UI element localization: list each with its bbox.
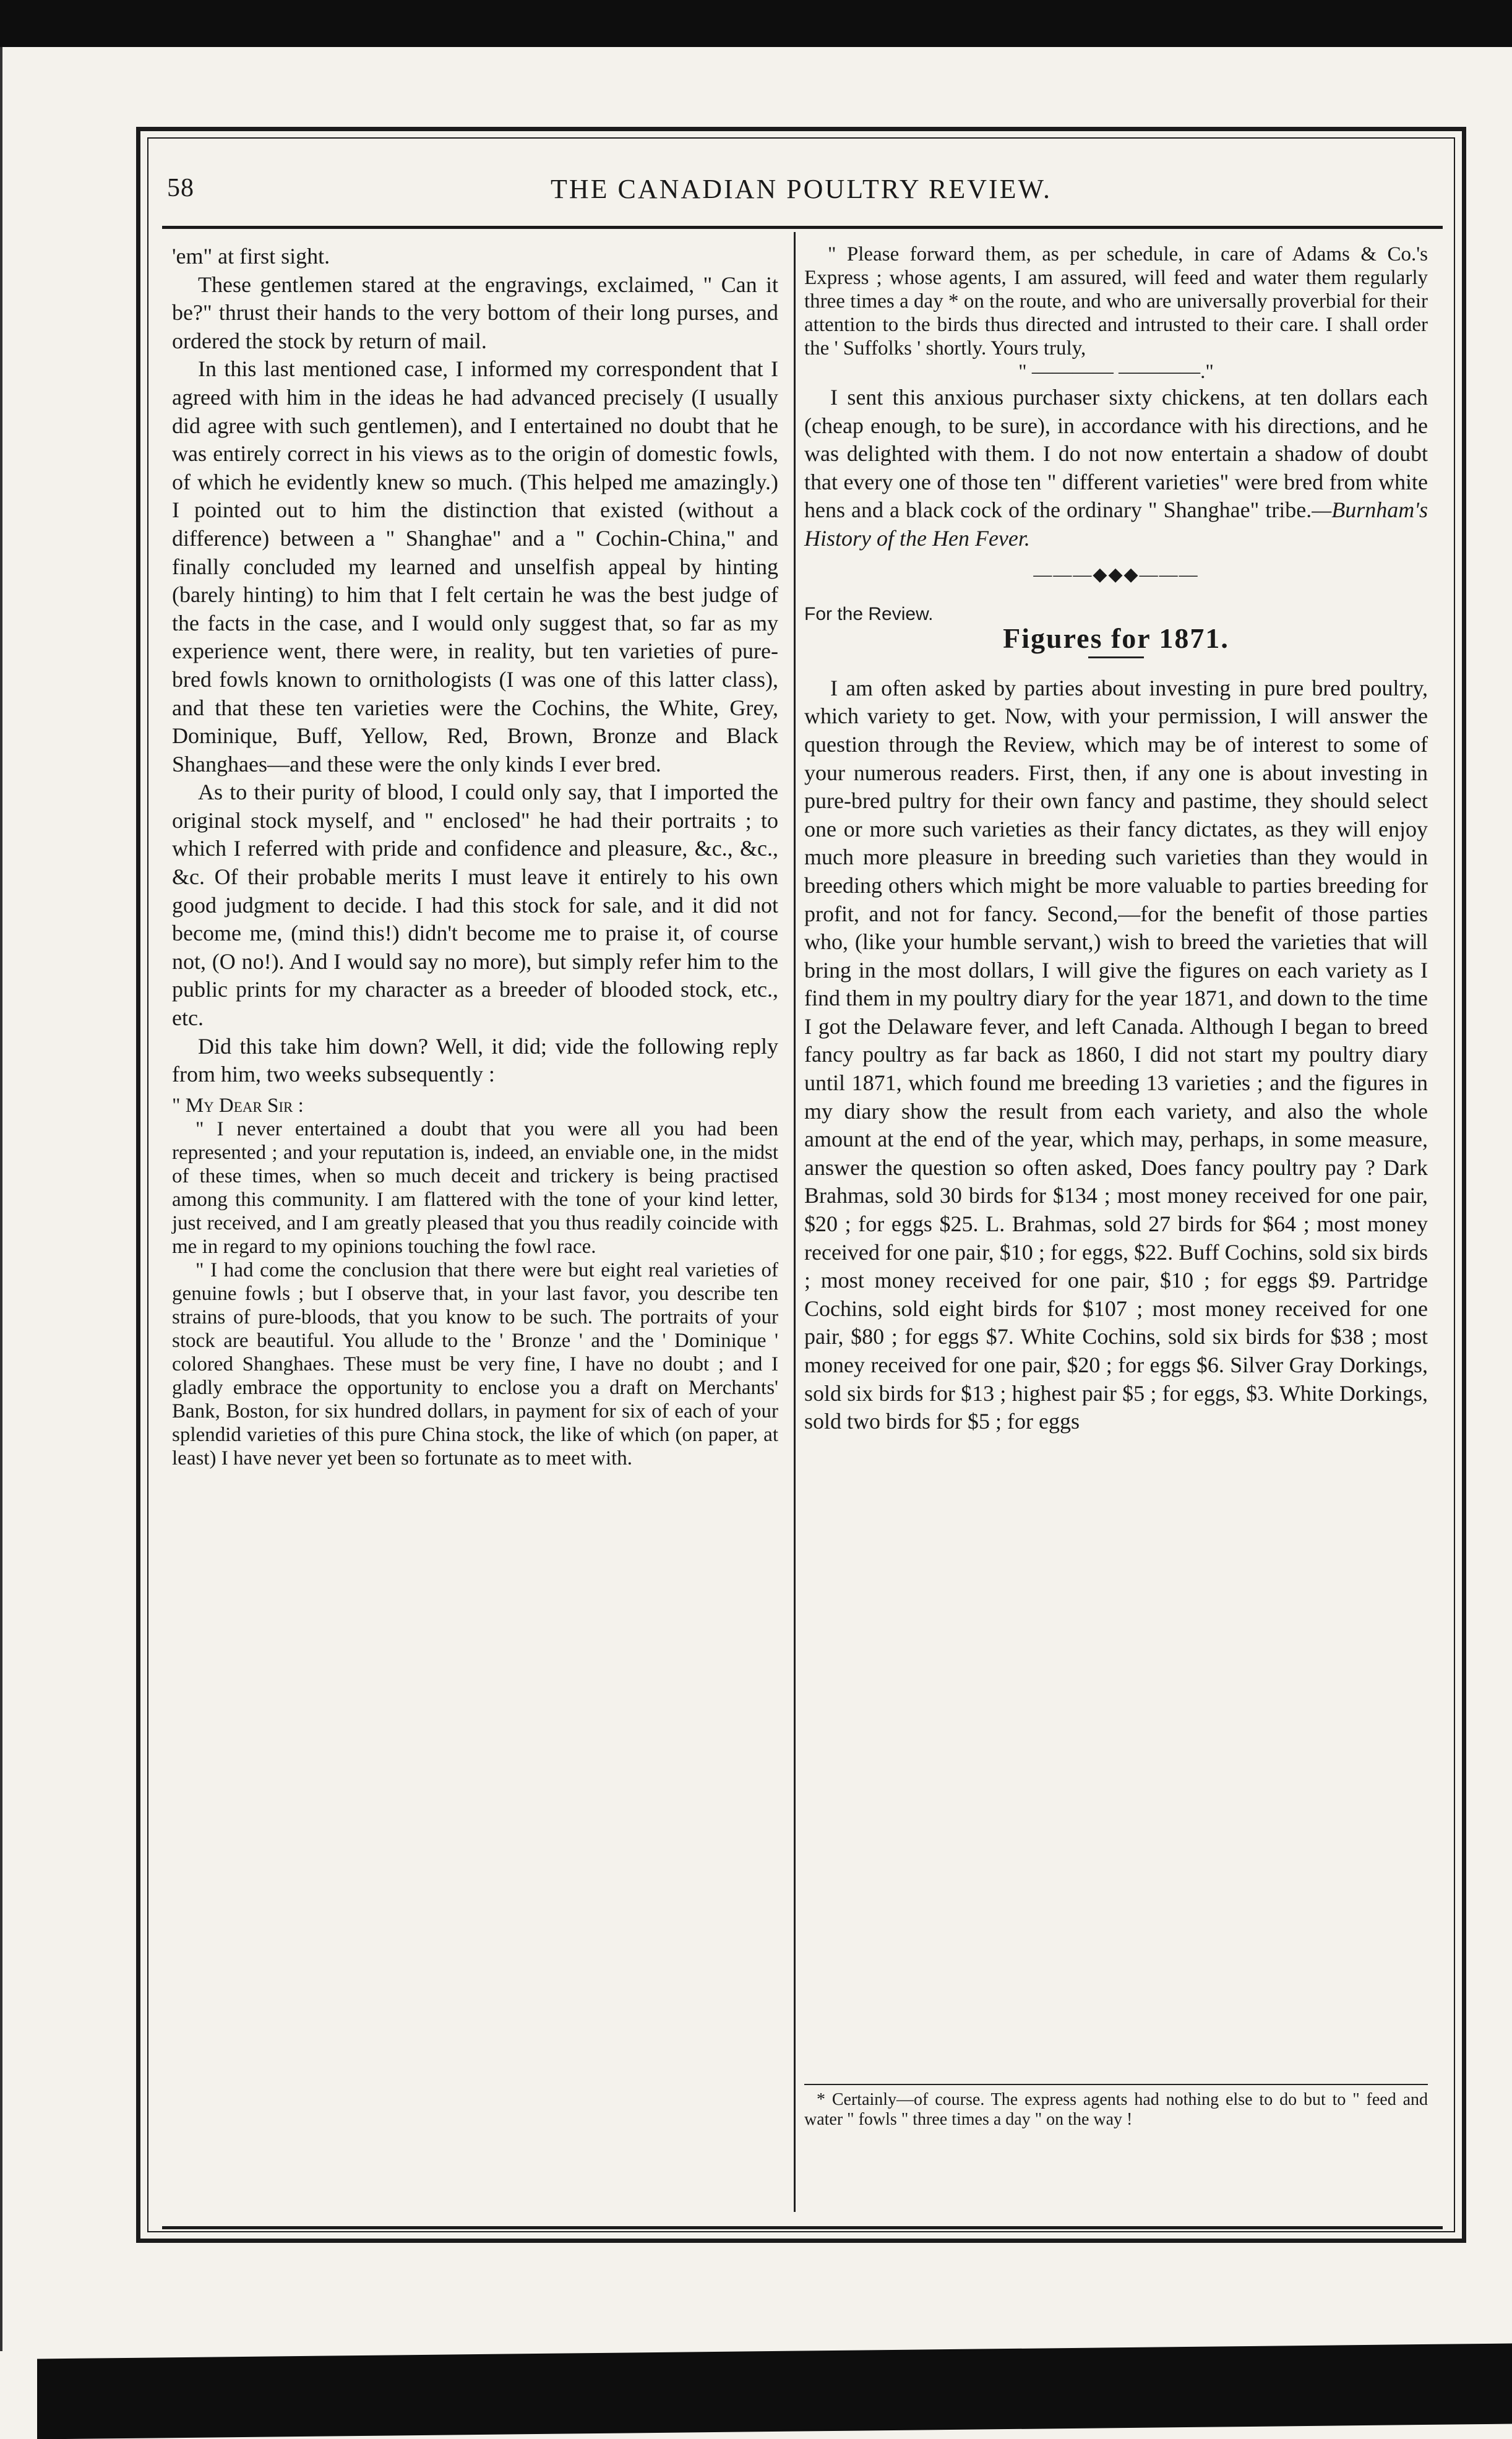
source-attribution: —Burnham's History of the Hen Fever.: [804, 497, 1428, 551]
paragraph: Did this take him down? Well, it did; vide the following reply from him, two weeks subsequently :: [172, 1033, 778, 1087]
column-divider: [794, 232, 796, 2212]
paragraph: [804, 384, 1428, 553]
letter-paragraph: " Please forward them, as per schedule, in care of Adams & Co.'s Express ; whose agents, I am assured, will feed and water them regularly three times a day * on the route, and who are universally proverbial for their attention to the birds thus directed and intrusted to their care. I shall order the ' Suffolks ' shortly. Yours truly,: [804, 243, 1428, 359]
footnote-text: * Certainly—of course. The express agents had nothing else to do but to " feed and water " fowls " three times a day " on the way !: [804, 2090, 1428, 2129]
letter-paragraph: " I had come the conclusion that there were but eight real varieties of genuine fowls ; but I observe that, in your last favor, you describe ten strains of pure-bloods, that you know to be such. The portraits of your stock are beautiful. You allude to the ' Bronze ' and the ' Dominique ' colored Shanghaes. These must be very fine, I have no doubt ; and I gladly embrace the opportunity to enclose you a draft on Merchants' Bank, Boston, for six hundred dollars, in payment for six of each of your splendid varieties of this pure China stock, the like of which (on paper, at least) I have never yet been so fortunate as to meet with.: [172, 1258, 778, 1469]
section-ornament: ———◆◆◆———: [1033, 564, 1199, 585]
quoted-letter: [172, 1094, 778, 1470]
footnote-rule: [804, 2084, 1428, 2085]
page-number: 58: [167, 174, 194, 202]
scan-left-edge: [0, 47, 9, 2351]
scan-border-bottom: [37, 2344, 1512, 2439]
right-column: [804, 243, 1428, 1436]
paragraph: 'em" at first sight.: [172, 244, 330, 269]
page-header: [167, 173, 1435, 217]
quoted-letter-continued: [804, 243, 1428, 384]
letter-salutation: " My Dear Sir :: [172, 1094, 304, 1117]
paragraph-text: I sent this anxious purchaser sixty chickens, at ten dollars each (cheap enough, to be sure), in accordance with his directions, and he was delighted with them. I do not now entertain a shadow of doubt that every one of those ten " different varieties" were bred from white hens and a black cock of the ordinary " Shanghae" tribe.: [804, 385, 1428, 523]
left-column: [172, 243, 778, 1470]
running-head: THE CANADIAN POULTRY REVIEW.: [551, 174, 1052, 204]
paragraph: I am often asked by parties about investing in pure bred poultry, which variety to get. Now, with your permission, I will answer the question through the Review, which may be of interest to some of your numerous readers. First, then, if any one is about investing in pure-bred pultry for their own fancy and pastime, they should select one or more such varieties as their fancy dictates, as they will enjoy much more pleasure in breeding such varieties than they would in breeding others which might be more valuable to parties breeding for profit, and not for fancy. Second,—for the benefit of those parties who, (like your humble servant,) wish to breed the varieties that will bring in the most dollars, I will give the figures on each variety as I find them in my poultry diary for the year 1871, and down to the time I got the Delaware fever, and left Canada. Although I began to breed fancy poultry as far back as 1860, I did not start my poultry diary until 1871, which found me breeding 13 varieties ; and the figures in my diary show the result from each variety, and also the whole amount at the end of the year, which may, perhaps, in some measure, answer the question so often asked, Does fancy poultry pay ? Dark Brahmas, sold 30 birds for $134 ; most money received for one pair, $20 ; for eggs $25. L. Brahmas, sold 27 birds for $64 ; most money received for one pair, $10 ; for eggs, $22. Buff Cochins, sold six birds ; most money received for one pair, $10 ; for eggs $9. Partridge Cochins, sold eight birds for $107 ; most money received for one pair, $80 ; for eggs $7. White Cochins, sold six birds for $38 ; most money received for one pair, $20 ; for eggs $6. Silver Gray Dorkings, sold six birds for $13 ; highest pair $5 ; for eggs, $3. White Dorkings, sold two birds for $5 ; for eggs: [804, 675, 1428, 1434]
paragraph: These gentlemen stared at the engravings, exclaimed, " Can it be?" thrust their hands to the very bottom of their long purses, and ordered the stock by return of mail.: [172, 272, 778, 353]
footnote: [804, 2090, 1428, 2130]
paragraph: As to their purity of blood, I could only say, that I imported the original stock myself, and " enclosed" he had their portraits ; to which I referred with pride and confidence and pleasure, &c., &c., &c. Of their probable merits I must leave it entirely to his own good judgment to decide. I had this stock for sale, and it did not become me, (mind this!) didn't become me to praise it, of course not, (O no!). And I would say no more), but simply refer him to the public prints for my character as a breeder of blooded stock, etc., etc.: [172, 780, 778, 1031]
letter-paragraph: " I never entertained a doubt that you were all you had been represented ; and your reputation is, indeed, an enviable one, in the midst of these times, when so much deceit and trickery is being practised among this community. I am flattered with the tone of your kind letter, just received, and I am greatly pleased that you thus readily coincide with me in regard to my opinions touching the fowl race.: [172, 1117, 778, 1258]
scan-border-top: [0, 0, 1512, 47]
article-kicker: For the Review.: [804, 603, 934, 624]
paragraph: In this last mentioned case, I informed my correspondent that I agreed with him in the ideas he had advanced precisely (I usually did agree with such gentlemen), and I entertained no doubt that he was entirely correct in his views as to the origin of domestic fowls, of which he evidently knew so much. (This helped me amazingly.) I pointed out to him the distinction that existed (without a difference) between a " Shanghae" and a " Cochin-China," and finally concluded my learned and unselfish appeal by hinting (barely hinting) to him that I felt certain he was the best judge of the facts in the case, and I would only suggest that, so far as my experience went, there were, in reality, but ten varieties of pure-bred fowls known to ornithologists (I was one of this latter class), and that these ten varieties were the Cochins, the White, Grey, Dominique, Buff, Yellow, Red, Brown, Bronze and Black Shanghaes—and these were the only kinds I ever bred.: [172, 356, 778, 776]
title-rule: [1088, 656, 1144, 658]
page-bottom-rule: [162, 2226, 1443, 2229]
header-rule: [162, 226, 1443, 229]
article-title: Figures for 1871.: [1003, 622, 1229, 655]
letter-sign-off: " ———— ————.": [1018, 361, 1214, 383]
